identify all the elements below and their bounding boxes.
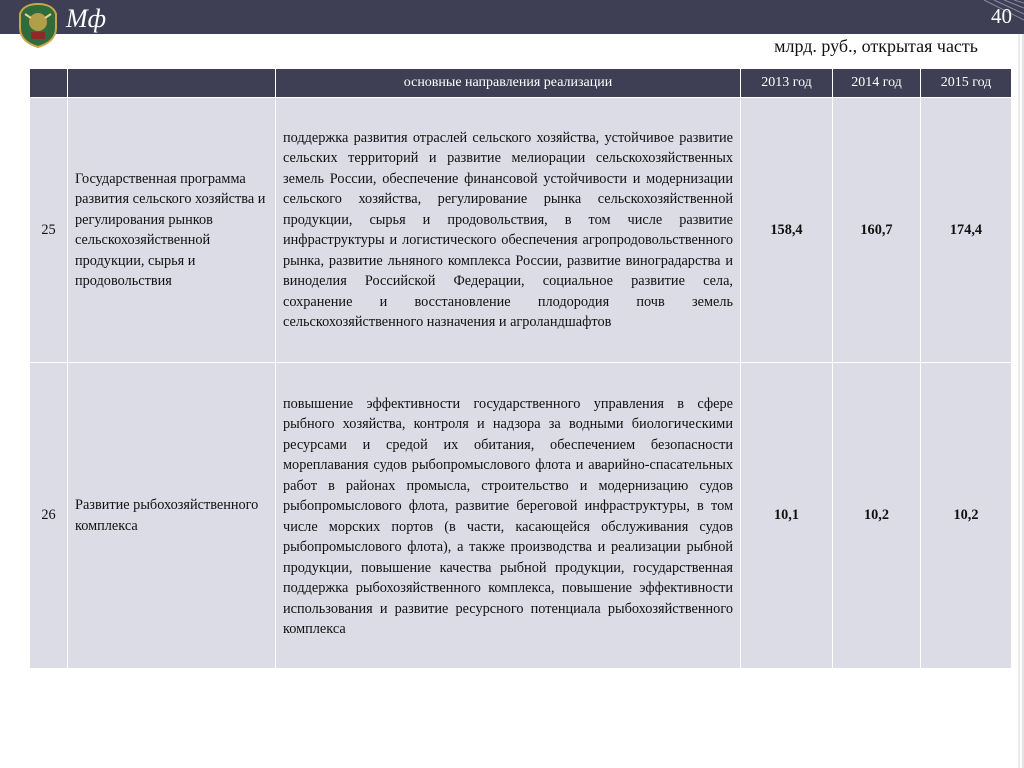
table-row — [30, 363, 1012, 669]
value-2014: 160,7 — [833, 98, 921, 363]
header-bar — [0, 0, 1024, 34]
program-name: Государственная программа развития сельского хозяйства и регулирования рынков сельскохозяйственной продукции, сырья и продовольствия — [68, 98, 276, 363]
logo-text: Мф — [66, 4, 107, 33]
column-header-number — [30, 69, 68, 98]
program-name: Развитие рыбохозяйственного комплекса — [68, 363, 276, 669]
value-2013: 10,1 — [741, 363, 833, 669]
program-directions: поддержка развития отраслей сельского хозяйства, устойчивое развитие сельских территорий и развитие мелиорации сельскохозяйственных земель России, обеспечение финансовой устойчивости и модернизации сельского хозяйства, регулирование рынка сельскохозяйственной продукции, сырья и продовольствия, в том числе развитие инфраструктуры и логистического обеспечения агропродовольственного рынка, развитие льняного комплекса России, развитие виноградарства и виноделия Российской Федерации, социальное развитие села, сохранение и восстановление плодородия почв земель сельскохозяйственного назначения и агроландшафтов — [276, 98, 741, 363]
column-header-program — [68, 69, 276, 98]
column-header-2014: 2014 год — [833, 69, 921, 98]
column-header-directions: основные направления реализации — [276, 69, 741, 98]
table-header-row — [30, 69, 1012, 98]
table-row — [30, 98, 1012, 363]
value-2015: 10,2 — [921, 363, 1012, 669]
column-header-2013: 2013 год — [741, 69, 833, 98]
column-header-2015: 2015 год — [921, 69, 1012, 98]
program-directions: повышение эффективности государственного управления в сфере рыбного хозяйства, контроля и надзора за водными биологическими ресурсами и средой их обитания, обеспечением безопасности мореплавания судов рыбопромыслового флота и аварийно-спасательных работ в районах промысла, строительство и модернизацию судов рыбопромыслового флота, развитие береговой инфраструктуры, в том числе морских портов (в части, касающейся обслуживания судов рыбопромыслового флота), а также производства и реализации рыбной продукции, повышение качества рыбной продукции, государственная поддержка рыбохозяйственного комплекса, повышение эффективности использования и развитие ресурсного потенциала рыбохозяйственного комплекса — [276, 363, 741, 669]
units-subtitle: млрд. руб., открытая часть — [774, 36, 978, 56]
page-number: 40 — [991, 4, 1012, 28]
edge-decoration — [1010, 34, 1024, 768]
ministry-emblem-icon — [16, 2, 60, 48]
row-number: 25 — [30, 98, 68, 363]
value-2013: 158,4 — [741, 98, 833, 363]
value-2014: 10,2 — [833, 363, 921, 669]
value-2015: 174,4 — [921, 98, 1012, 363]
programs-table — [29, 68, 1012, 669]
row-number: 26 — [30, 363, 68, 669]
